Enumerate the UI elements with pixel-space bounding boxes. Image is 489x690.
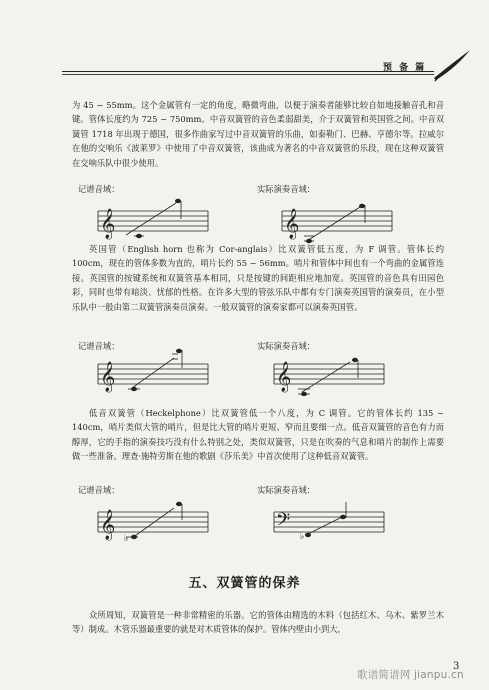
header-rule (62, 71, 434, 72)
paragraph-oboe-maintenance: 众所周知，双簧管是一种非常精密的乐器。它的管体由精选的木料（包括红木、乌木、紫罗兰木等）制成。木管乐器最重要的就是对木质管体的保护。管体内壁由小到大， (72, 610, 444, 635)
paragraph-heckelphone: 低音双簧管（Heckelphone）比双簧管低一个八度，为 C 调管。它的管体长约 135 ~ 140cm，哨片类似大管的哨片，但是比大管的哨片更短、窄而且要细一点。低音双簧管的音色有力而醇厚，它的手指的演奏技巧没有什么特别之处，类似双簧管，只是在吹奏的气息和哨片的制作上需要做一些准备。理查·施特劳斯在他的歌剧《莎乐美》中首次使用了这种低音双簧管。 (72, 408, 444, 462)
svg-text:𝄢: 𝄢 (276, 510, 291, 535)
paragraph-english-horn: 英国管（English horn 也称为 Cor-anglais）比双簧管低五度，为 F 调管。管体长约 100cm，现在的管体多数为直的，哨片长约 55 ~ 56mm。哨片和管体中间也有一个弯曲的金属管连接。英国管的按键系统和双簧管基本相同，只是按键的间距相应地加宽。英国管的音色具有田园色彩，同时也带有暗淡、忧郁的性格。在许多大型的管弦乐队中都有专门演奏英国管的演奏员，在小型乐队中一般由第二双簧管演奏员演奏。一般双簧管的演奏家都可以演奏英国管。 (72, 244, 444, 312)
svg-text:𝄞: 𝄞 (100, 209, 116, 239)
watermark: 歌谱简谱网 jianpu.cn (357, 669, 464, 681)
staff-actual-range-1 (280, 197, 398, 245)
section-heading: 五、双簧管的保养 (188, 576, 301, 591)
svg-text:𝄞: 𝄞 (276, 362, 292, 392)
header-rule-thin (62, 74, 434, 75)
staff-actual-range-3 (272, 498, 390, 546)
staff-label-written-1: 记谱音域： (78, 184, 120, 194)
staff-actual-range-2 (272, 348, 390, 396)
staff-written-range-1 (96, 197, 214, 245)
staff-label-actual-1: 实际演奏音域： (257, 184, 316, 194)
svg-text:𝄞: 𝄞 (100, 362, 116, 392)
brush-ornament-icon (432, 48, 472, 82)
svg-text:𝄞: 𝄞 (284, 209, 300, 239)
page-number: 3 (453, 661, 460, 672)
svg-text:♭: ♭ (300, 532, 305, 542)
staff-written-range-3 (96, 498, 214, 546)
running-header-title: 预 备 篇 (383, 63, 427, 73)
staff-label-written-2: 记谱音域： (78, 341, 120, 351)
staff-label-written-3: 记谱音域： (78, 485, 120, 495)
paragraph-oboe-damore: 为 45 ~ 55mm。这个金属管有一定的角度，略微弯曲，以便于演奏者能够比较自如地接触音孔和音键。管体长度约为 725 ~ 750mm。中音双簧管的音色柔弱甜美，介于双簧管和英国管之间。中音双簧管 1718 年出现于德国，很多作曲家写过中音双簧管的乐曲，如泰勒门、巴赫、亨德尔等。拉威尔在他的交响乐《波莱罗》中使用了中音双簧管，该曲成为著名的中音双簧管的乐段，现在这种双簧管在交响乐队中很少使用。 (72, 100, 444, 168)
staff-label-actual-3: 实际演奏音域： (257, 485, 316, 495)
svg-text:𝄞: 𝄞 (100, 510, 116, 540)
staff-written-range-2 (96, 348, 214, 396)
staff-label-actual-2: 实际演奏音域： (257, 341, 316, 351)
svg-text:♭: ♭ (124, 534, 129, 544)
